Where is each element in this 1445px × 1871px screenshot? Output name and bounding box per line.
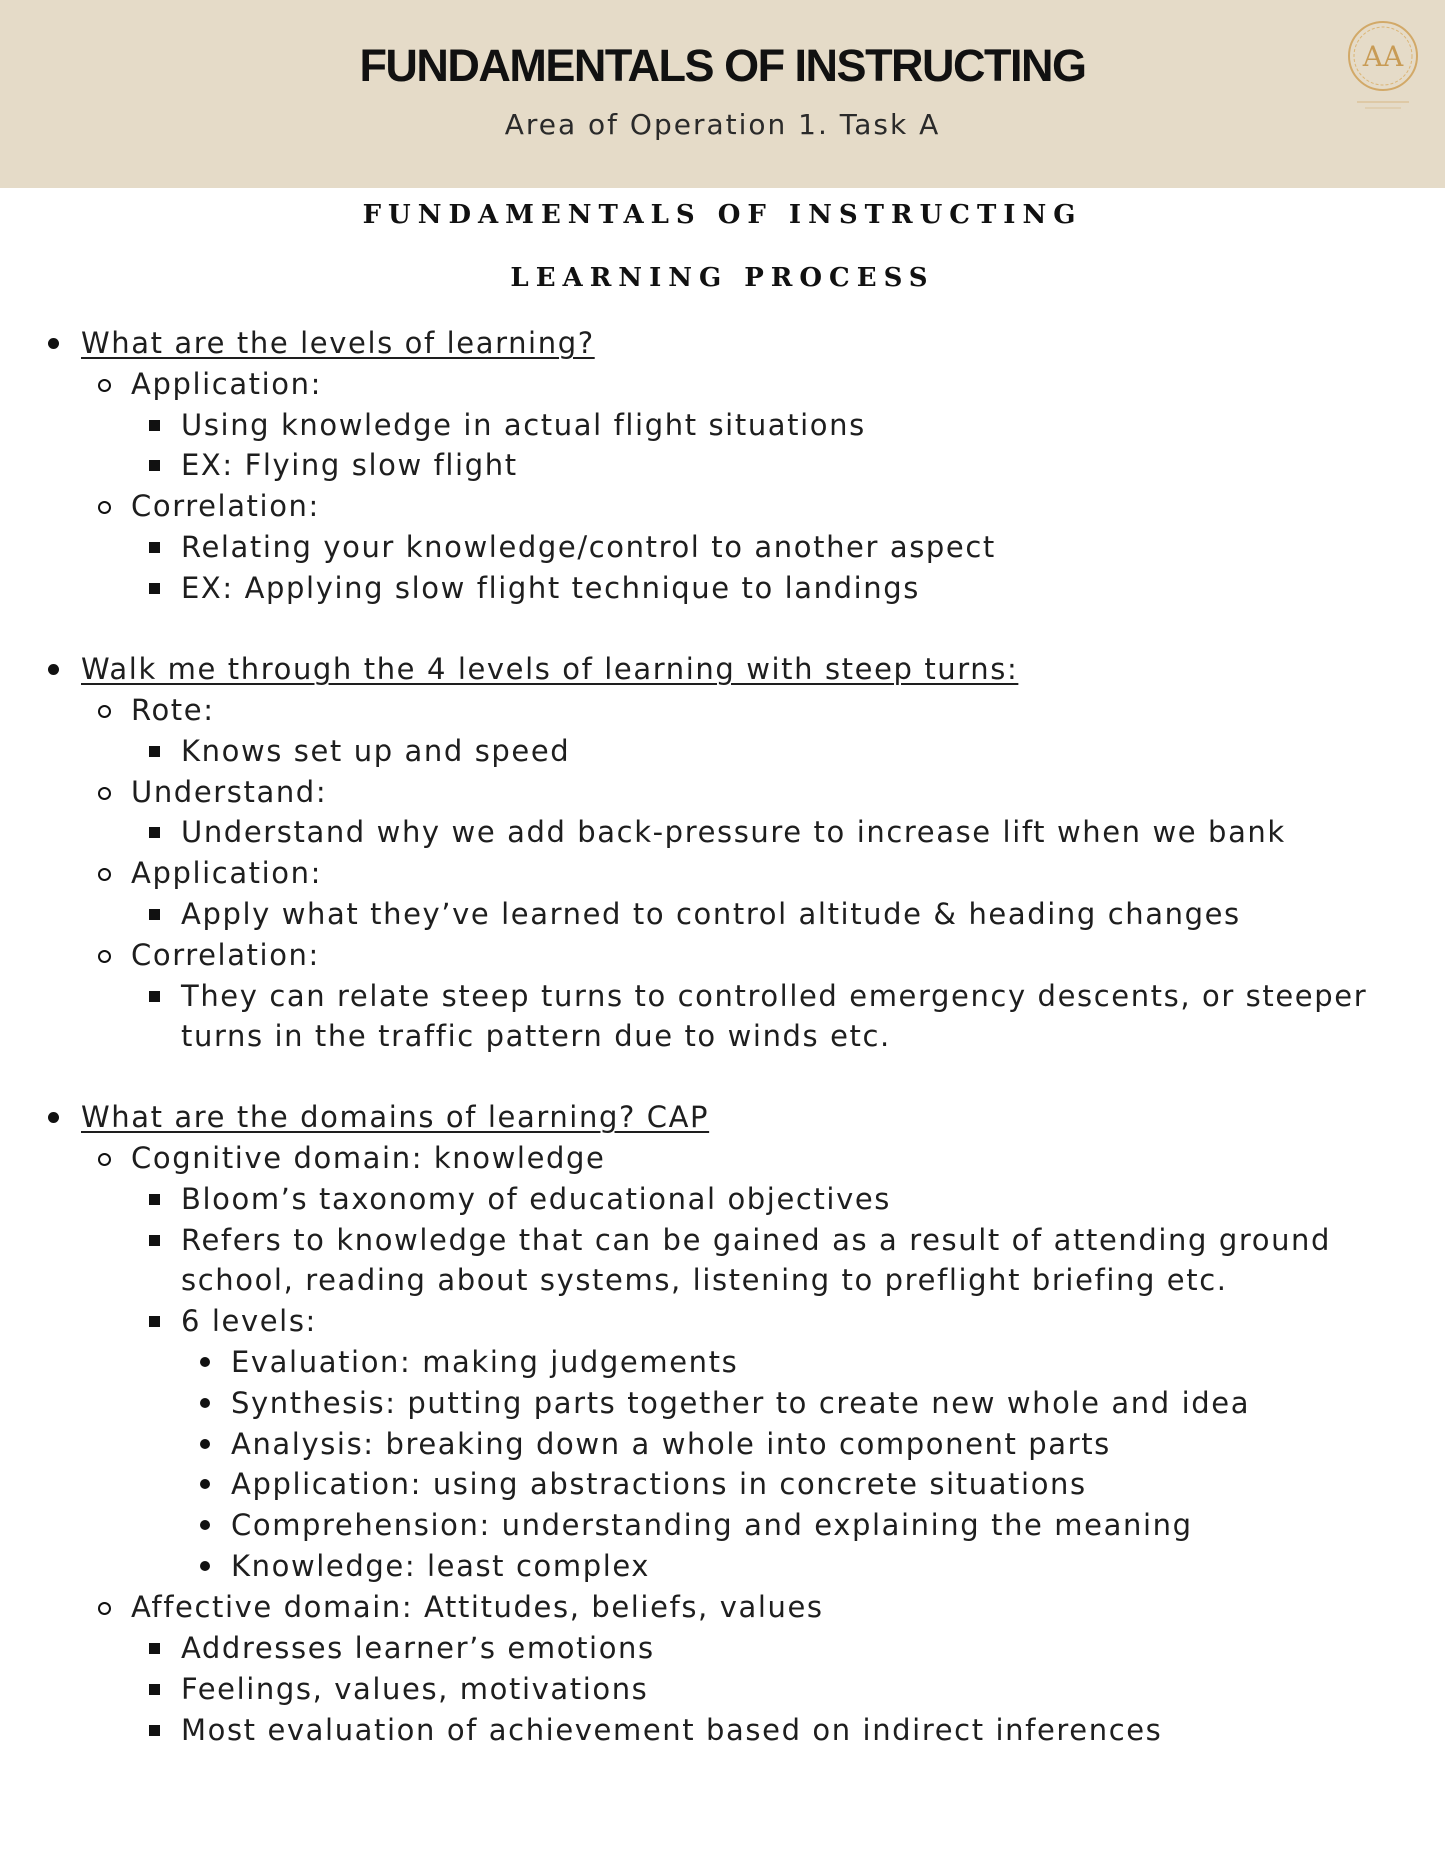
list-item: Relating your knowledge/control to another aspect — [181, 530, 996, 564]
list-item: Addresses learner’s emotions — [181, 1631, 655, 1665]
header-band — [0, 0, 1445, 188]
square-bullet — [149, 909, 160, 920]
square-bullet — [149, 460, 160, 471]
square-bullet — [149, 420, 160, 431]
section-subheading: LEARNING PROCESS — [510, 263, 935, 293]
list-item: Most evaluation of achievement based on indirect inferences — [181, 1713, 1163, 1747]
section-heading: FUNDAMENTALS OF INSTRUCTING — [362, 200, 1083, 230]
list-item: Affective domain: Attitudes, beliefs, values — [131, 1590, 824, 1624]
circle-bullet — [98, 1153, 111, 1166]
list-item: Understand why we add back-pressure to increase lift when we bank — [181, 815, 1286, 849]
page-subtitle: Area of Operation 1. Task A — [504, 108, 941, 141]
list-item: Correlation: — [131, 938, 320, 972]
square-bullet — [149, 991, 160, 1002]
list-item: 6 levels: — [181, 1304, 317, 1338]
aa-logo-icon — [1343, 16, 1423, 112]
circle-bullet — [98, 950, 111, 963]
circle-bullet — [98, 379, 111, 392]
list-item: Rote: — [131, 693, 215, 727]
list-item: Apply what they’ve learned to control altitude & heading changes — [181, 897, 1241, 931]
list-item: Comprehension: understanding and explaining the meaning — [231, 1508, 1193, 1542]
list-item: Cognitive domain: knowledge — [131, 1141, 606, 1175]
list-item: Synthesis: putting parts together to create new whole and idea — [231, 1386, 1251, 1420]
list-item: Application: — [131, 367, 323, 401]
list-item: Application: using abstractions in concrete situations — [231, 1467, 1087, 1501]
disc-bullet — [200, 1398, 210, 1408]
square-bullet — [149, 1643, 160, 1654]
page-title: FUNDAMENTALS OF INSTRUCTING — [359, 40, 1086, 91]
circle-bullet — [98, 1602, 111, 1615]
square-bullet — [149, 746, 160, 757]
square-bullet — [149, 542, 160, 553]
circle-bullet — [98, 868, 111, 881]
question-domains-of-learning: What are the domains of learning? CAP — [81, 1100, 710, 1134]
list-item: Evaluation: making judgements — [231, 1345, 739, 1379]
list-item: EX: Flying slow flight — [181, 448, 518, 482]
square-bullet — [149, 1725, 160, 1736]
question-levels-of-learning: What are the levels of learning? — [81, 326, 595, 360]
square-bullet — [149, 1316, 160, 1327]
list-item-continuation: school, reading about systems, listening to preflight briefing etc. — [181, 1263, 1228, 1297]
list-item: Feelings, values, motivations — [181, 1672, 649, 1706]
square-bullet — [149, 583, 160, 594]
disc-bullet — [200, 1439, 210, 1449]
disc-bullet — [48, 1112, 59, 1123]
list-item: Correlation: — [131, 489, 320, 523]
disc-bullet — [48, 338, 59, 349]
circle-bullet — [98, 501, 111, 514]
logo-letters: AA — [1362, 40, 1404, 73]
list-item: Using knowledge in actual flight situations — [181, 408, 866, 442]
circle-bullet — [98, 705, 111, 718]
square-bullet — [149, 827, 160, 838]
list-item: Understand: — [131, 775, 328, 809]
list-item: Analysis: breaking down a whole into component parts — [231, 1427, 1111, 1461]
list-item: They can relate steep turns to controlled emergency descents, or steeper — [181, 979, 1368, 1013]
circle-bullet — [98, 787, 111, 800]
question-steep-turns: Walk me through the 4 levels of learning with steep turns: — [81, 652, 1019, 686]
square-bullet — [149, 1194, 160, 1205]
disc-bullet — [200, 1479, 210, 1489]
square-bullet — [149, 1235, 160, 1246]
disc-bullet — [200, 1561, 210, 1571]
disc-bullet — [200, 1357, 210, 1367]
list-item: Knowledge: least complex — [231, 1549, 651, 1583]
list-item: Application: — [131, 856, 323, 890]
disc-bullet — [48, 664, 59, 675]
disc-bullet — [200, 1520, 210, 1530]
list-item: Refers to knowledge that can be gained as a result of attending ground — [181, 1223, 1332, 1257]
list-item-continuation: turns in the traffic pattern due to winds etc. — [181, 1019, 891, 1053]
list-item: Bloom’s taxonomy of educational objectives — [181, 1182, 891, 1216]
list-item: Knows set up and speed — [181, 734, 571, 768]
list-item: EX: Applying slow flight technique to landings — [181, 571, 920, 605]
square-bullet — [149, 1684, 160, 1695]
